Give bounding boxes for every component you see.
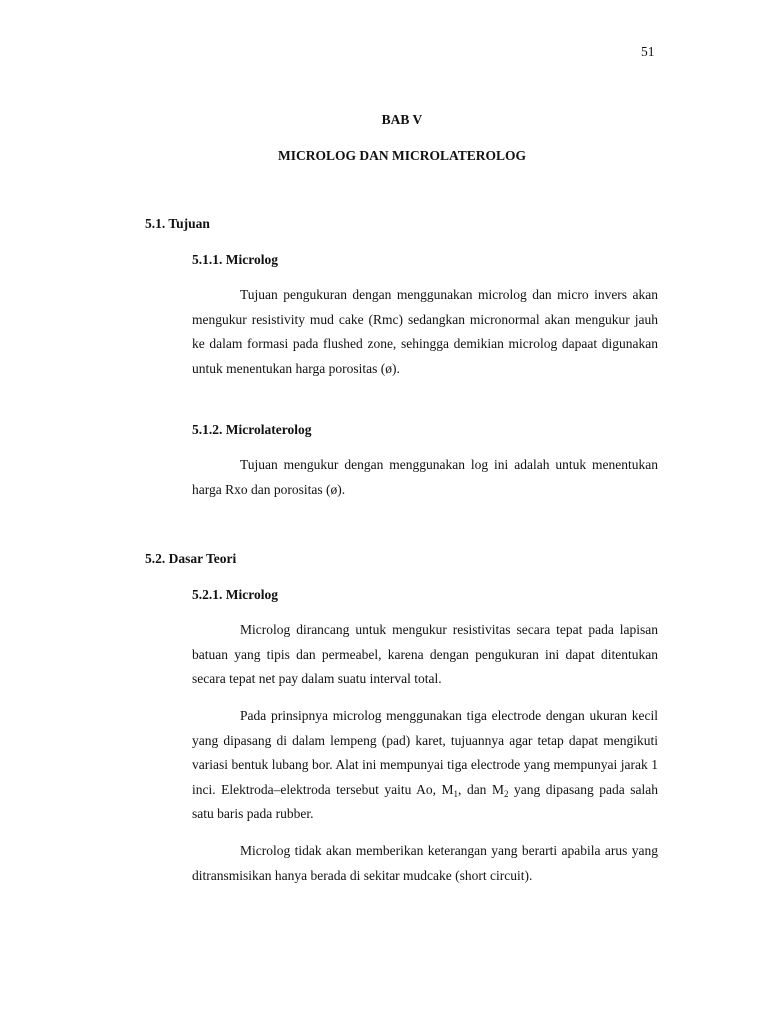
subsection-heading-5-2-1: 5.2.1. Microlog	[192, 587, 278, 602]
page-number: 51	[641, 44, 655, 59]
paragraph-microlog-limitation: Microlog tidak akan memberikan keterangan yang berarti apabila arus yang ditransmisikan hanya berada di sekitar mudcake (short circuit).	[192, 843, 658, 883]
subsection-heading-5-1-2: 5.1.2. Microlaterolog	[192, 422, 312, 437]
paragraph-microlog-design: Microlog dirancang untuk mengukur resistivitas secara tepat pada lapisan batuan yang tipis dan permeabel, karena dengan pengukuran ini dapat ditentukan secara tepat net pay dalam suatu interval total.	[192, 622, 658, 687]
subscript-m2: 2	[503, 788, 509, 799]
subsection-heading-5-1-1: 5.1.1. Microlog	[192, 252, 278, 267]
principle-text-a: Pada prinsipnya microlog menggunakan tiga electrode dengan ukuran kecil yang dipasang di dalam lempeng (pad) karet, tujuannya agar tetap dapat mengikuti variasi bentuk lubang bor. Alat ini mempunyai tiga electrode yang mempunyai jarak 1 inci. Elektroda–elektroda tersebut yaitu Ao, M	[192, 708, 658, 797]
paragraph-microlog-principle	[192, 704, 658, 827]
principle-text-c: yang dipasang pada salah satu baris pada rubber.	[192, 781, 659, 822]
chapter-label: BAB V	[381, 112, 423, 127]
section-heading-5-2: 5.2. Dasar Teori	[145, 551, 237, 566]
subscript-m1: 1	[453, 788, 459, 799]
section-heading-5-1: 5.1. Tujuan	[145, 216, 210, 231]
paragraph-microlaterolog-purpose: Tujuan mengukur dengan menggunakan log ini adalah untuk menentukan harga Rxo dan porositas (ø).	[192, 457, 658, 497]
paragraph-microlog-purpose: Tujuan pengukuran dengan menggunakan microlog dan micro invers akan mengukur resistivity mud cake (Rmc) sedangkan micronormal akan mengukur jauh ke dalam formasi pada flushed zone, sehingga demikian microlog dapaat digunakan untuk menentukan harga porositas (ø).	[192, 287, 658, 376]
chapter-title: MICROLOG DAN MICROLATEROLOG	[277, 148, 526, 163]
principle-text-b: , dan M	[458, 781, 504, 797]
